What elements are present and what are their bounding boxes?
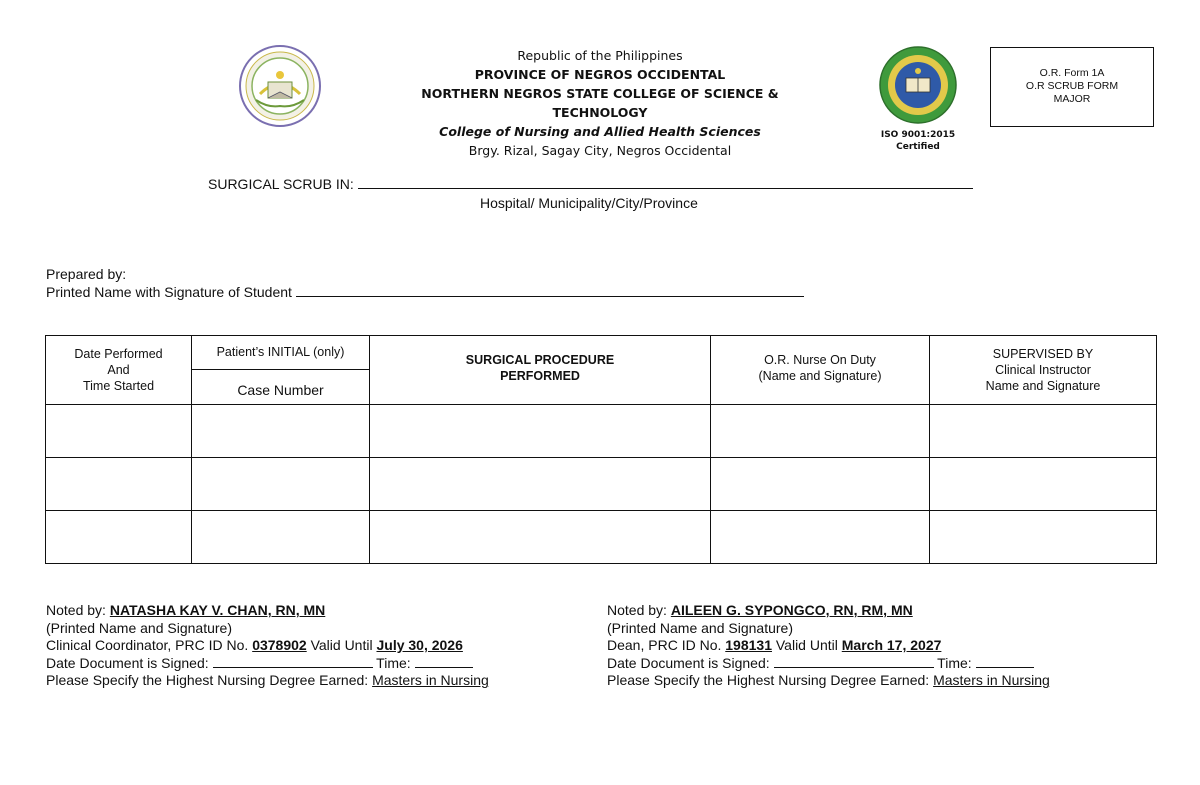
header-case-number: Case Number bbox=[237, 382, 324, 398]
college-badge-logo bbox=[878, 45, 958, 125]
iso-label: ISO 9001:2015 bbox=[880, 130, 956, 140]
table-cell[interactable] bbox=[930, 458, 1157, 511]
iso-certification bbox=[862, 129, 974, 153]
table-cell[interactable] bbox=[711, 458, 930, 511]
prepared-by-label: Prepared by: bbox=[46, 266, 127, 282]
header-date-performed bbox=[46, 336, 192, 405]
noted-prefix: Noted by: bbox=[607, 602, 667, 618]
header-address: Brgy. Rizal, Sagay City, Negros Occidental bbox=[468, 143, 732, 158]
college-seal-logo bbox=[238, 44, 322, 128]
coordinator-name: NATASHA KAY V. CHAN, RN, MN bbox=[109, 602, 326, 618]
table-row bbox=[46, 511, 1157, 564]
header-province: PROVINCE OF NEGROS OCCIDENTAL bbox=[474, 67, 726, 82]
header-supervised-line2: Clinical Instructor bbox=[995, 363, 1091, 377]
dean-prc: 198131 bbox=[725, 637, 772, 654]
table-cell[interactable] bbox=[192, 458, 370, 511]
table-cell[interactable] bbox=[930, 405, 1157, 458]
header-department: College of Nursing and Allied Health Sciences bbox=[439, 124, 761, 139]
noted-prefix: Noted by: bbox=[46, 602, 106, 618]
form-number: O.R. Form 1A bbox=[1039, 67, 1105, 79]
student-name-field[interactable] bbox=[296, 284, 804, 297]
form-type: MAJOR bbox=[1053, 93, 1091, 105]
dean-degree: Masters in Nursing bbox=[933, 672, 1050, 689]
header-procedure-line2: PERFORMED bbox=[500, 369, 580, 383]
coordinator-degree-label: Please Specify the Highest Nursing Degree Earned: bbox=[46, 672, 369, 689]
header-republic: Republic of the Philippines bbox=[517, 48, 683, 63]
table-row bbox=[46, 405, 1157, 458]
table-cell[interactable] bbox=[46, 405, 192, 458]
header-or-nurse bbox=[711, 336, 930, 405]
noted-by-dean bbox=[607, 602, 1127, 690]
dean-date-field[interactable] bbox=[774, 655, 934, 668]
header-date-line3: Time Started bbox=[82, 379, 155, 393]
table-cell[interactable] bbox=[370, 511, 711, 564]
header-college: NORTHERN NEGROS STATE COLLEGE OF SCIENCE & TECHNOLOGY bbox=[421, 86, 779, 120]
table-cell[interactable] bbox=[370, 458, 711, 511]
dean-degree-label: Please Specify the Highest Nursing Degree Earned: bbox=[607, 672, 930, 689]
table-cell[interactable] bbox=[711, 405, 930, 458]
scrub-in-line bbox=[208, 176, 973, 192]
dean-valid-date: March 17, 2027 bbox=[841, 637, 942, 654]
coordinator-prc: 0378902 bbox=[252, 637, 307, 654]
coordinator-role: Clinical Coordinator, PRC ID No. bbox=[46, 637, 249, 654]
iso-certified: Certified bbox=[896, 142, 940, 152]
scrub-in-caption: Hospital/ Municipality/City/Province bbox=[480, 195, 698, 211]
institution-header bbox=[380, 46, 820, 160]
coordinator-signed-label: Date Document is Signed: bbox=[46, 654, 209, 671]
table-cell[interactable] bbox=[46, 458, 192, 511]
scrub-in-label: SURGICAL SCRUB IN: bbox=[208, 176, 354, 192]
dean-signed-label: Date Document is Signed: bbox=[607, 654, 770, 671]
coordinator-sig-label: (Printed Name and Signature) bbox=[46, 619, 232, 636]
dean-valid-label: Valid Until bbox=[775, 637, 838, 654]
header-supervised-line1: SUPERVISED BY bbox=[992, 347, 1094, 361]
header-supervised-line3: Name and Signature bbox=[985, 379, 1101, 393]
noted-by-coordinator bbox=[46, 602, 566, 690]
form-title: O.R SCRUB FORM bbox=[1025, 80, 1119, 92]
dean-sig-label: (Printed Name and Signature) bbox=[607, 619, 793, 636]
dean-role: Dean, PRC ID No. bbox=[607, 637, 722, 654]
table-cell[interactable] bbox=[370, 405, 711, 458]
coordinator-degree: Masters in Nursing bbox=[372, 672, 489, 689]
scrub-in-field[interactable] bbox=[358, 176, 973, 189]
table-cell[interactable] bbox=[711, 511, 930, 564]
header-nurse-line1: O.R. Nurse On Duty bbox=[764, 353, 876, 367]
coordinator-time-label: Time: bbox=[376, 654, 411, 671]
header-surgical-procedure bbox=[370, 336, 711, 405]
dean-time-field[interactable] bbox=[976, 655, 1034, 668]
coordinator-time-field[interactable] bbox=[415, 655, 473, 668]
header-procedure-line1: SURGICAL PROCEDURE bbox=[465, 353, 615, 367]
header-patient-case bbox=[192, 336, 370, 405]
table-row bbox=[46, 458, 1157, 511]
coordinator-valid-date: July 30, 2026 bbox=[376, 637, 463, 654]
table-cell[interactable] bbox=[930, 511, 1157, 564]
coordinator-date-field[interactable] bbox=[213, 655, 373, 668]
header-date-line2: And bbox=[107, 363, 130, 377]
table-cell[interactable] bbox=[192, 511, 370, 564]
prepared-by-section bbox=[46, 265, 804, 301]
coordinator-valid-label: Valid Until bbox=[310, 637, 373, 654]
header-patient-initial: Patient’s INITIAL (only) bbox=[192, 336, 369, 370]
table-cell[interactable] bbox=[46, 511, 192, 564]
table-cell[interactable] bbox=[192, 405, 370, 458]
student-name-label: Printed Name with Signature of Student bbox=[46, 284, 292, 300]
header-date-line1: Date Performed bbox=[74, 347, 163, 361]
header-supervised-by bbox=[930, 336, 1157, 405]
scrub-record-table bbox=[45, 335, 1157, 564]
header-nurse-line2: (Name and Signature) bbox=[758, 369, 882, 383]
dean-time-label: Time: bbox=[937, 654, 972, 671]
dean-name: AILEEN G. SYPONGCO, RN, RM, MN bbox=[670, 602, 913, 618]
form-id-box bbox=[990, 47, 1154, 127]
